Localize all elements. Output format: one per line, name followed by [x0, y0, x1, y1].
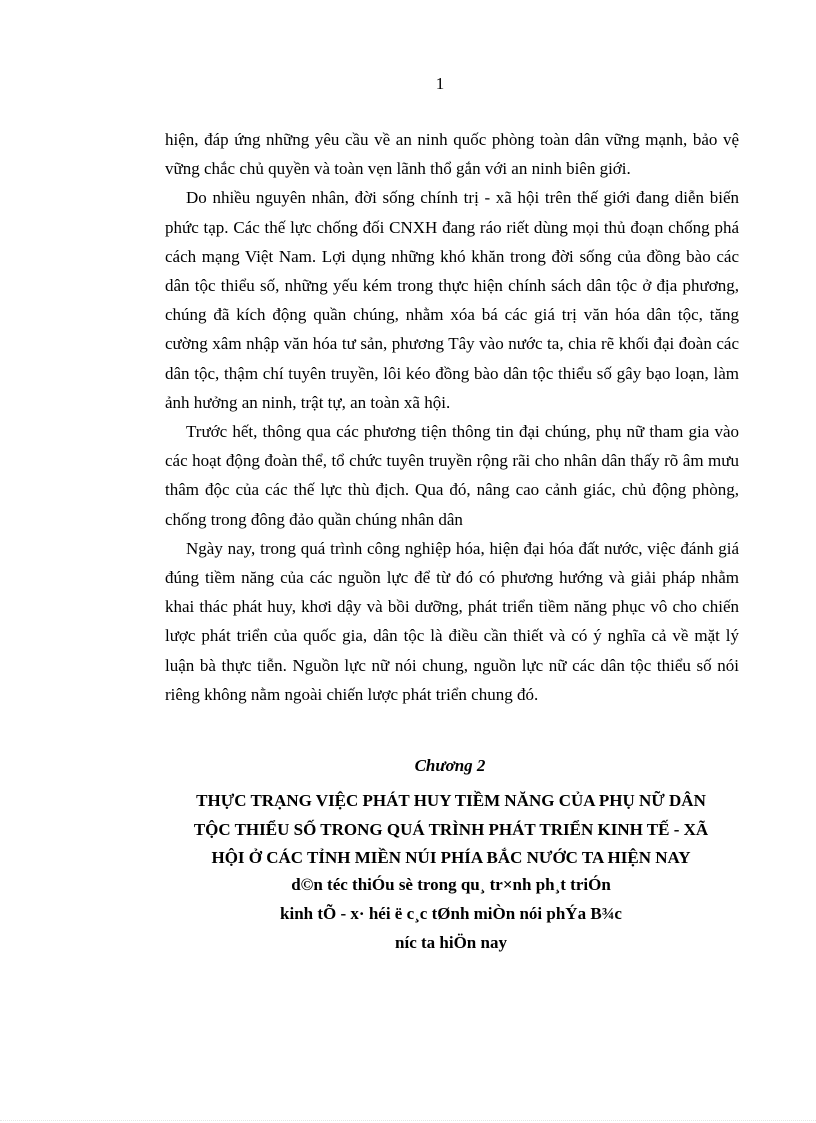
chapter-title-line: HỘI Ở CÁC TỈNH MIỀN NÚI PHÍA BẮC NƯỚC TA HIỆN NAY — [211, 848, 691, 867]
body-text — [165, 125, 739, 709]
garbled-title-line: d©n téc thiÓu sè trong qu¸ tr×nh ph¸t triÓn — [291, 875, 611, 894]
chapter-title-line: THỰC TRẠNG VIỆC PHÁT HUY TIỀM NĂNG CỦA PHỤ NỮ DÂN — [196, 791, 706, 810]
garbled-title-line: níc ta hiÖn nay — [395, 933, 507, 952]
chapter-label: Chương 2 — [414, 756, 486, 775]
chapter-title — [0, 787, 816, 873]
paragraph: Trước hết, thông qua các phương tiện thông tin đại chúng, phụ nữ tham gia vào các hoạt động đoàn thể, tổ chức tuyên truyền rộng rãi cho nhân dân thấy rõ âm mưu thâm độc của các thế lực thù địch. Qua đó, nâng cao cảnh giác, chủ động phòng, chống trong đông đảo quần chúng nhân dân — [165, 422, 739, 529]
paragraph: Ngày nay, trong quá trình công nghiệp hóa, hiện đại hóa đất nước, việc đánh giá đúng tiềm năng của các nguồn lực để từ đó có phương hướng và giải pháp nhằm khai thác phát huy, khơi dậy và bồi dưỡng, phát triển tiềm năng phục vô cho chiến lược phát triển của quốc gia, dân tộc là điều cần thiết và có ý nghĩa cả về mặt lý luận bà thực tiễn. Nguồn lực nữ nói chung, nguồn lực nữ các dân tộc thiểu số nói riêng không nằm ngoài chiến lược phát triển chung đó. — [165, 538, 739, 704]
garbled-title-line: kinh tÕ - x· héi ë c¸c tØnh miÒn nói phÝa B¾c — [280, 904, 622, 923]
page-number: 1 — [435, 74, 445, 93]
paragraph: Do nhiều nguyên nhân, đời sống chính trị - xã hội trên thế giới đang diễn biến phức tạp. Các thế lực chống đối CNXH đang ráo riết dùng mọi thủ đoạn chống phá cách mạng Việt Nam. Lợi dụng những khó khăn trong đời sống của đồng bào các dân tộc thiểu số, những yếu kém trong thực hiện chính sách dân tộc ở địa phương, chúng đã kích động quần chúng, nhằm xóa bá các giá trị văn hóa dân tộc, tăng cường xâm nhập văn hóa tư sản, phương Tây vào nước ta, chia rẽ khối đại đoàn các dân tộc, thậm chí tuyên truyền, lôi kéo đồng bào dân tộc thiểu số gây bạo loạn, làm ảnh hưởng an ninh, trật tự, an toàn xã hội. — [165, 188, 739, 412]
page-bottom-rule — [0, 1120, 816, 1121]
paragraph: hiện, đáp ứng những yêu cầu về an ninh quốc phòng toàn dân vững mạnh, bảo vệ vững chắc chủ quyền và toàn vẹn lãnh thổ gắn với an ninh biên giới. — [165, 130, 739, 179]
garbled-title — [0, 870, 816, 957]
chapter-title-line: TỘC THIỂU SỐ TRONG QUÁ TRÌNH PHÁT TRIỂN KINH TẾ - XÃ — [193, 819, 709, 839]
